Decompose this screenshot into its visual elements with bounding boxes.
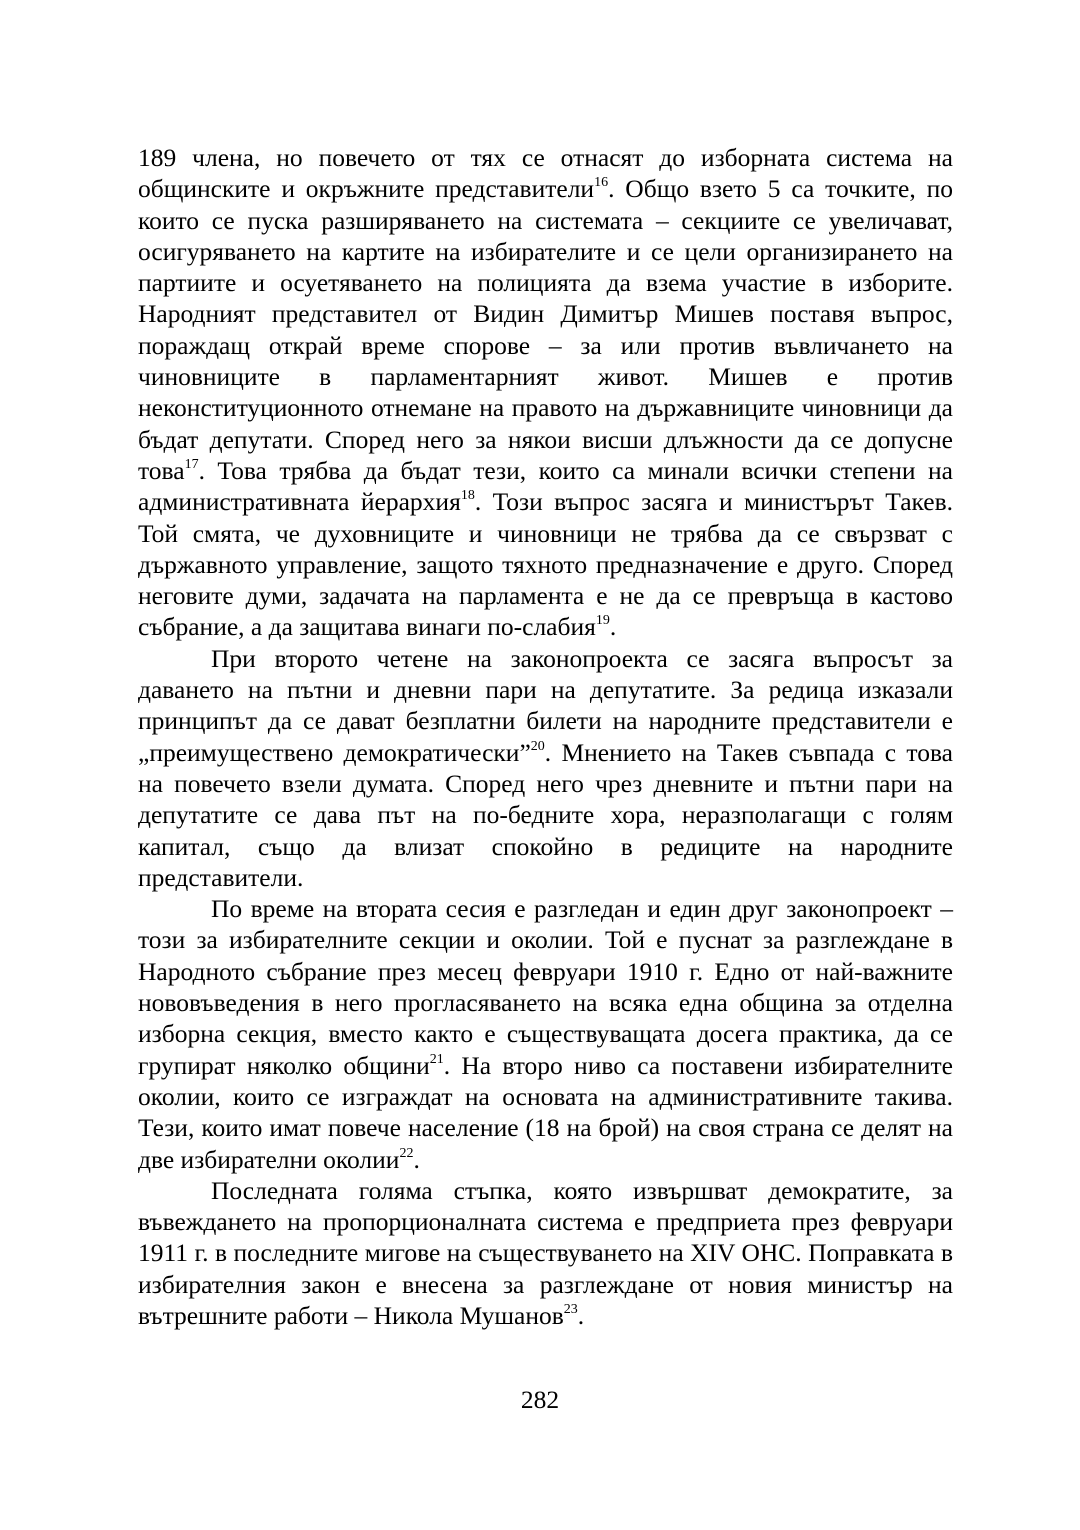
text-run: . xyxy=(577,1300,585,1330)
paragraph-2 xyxy=(138,643,953,893)
footnote-ref-23: 23 xyxy=(563,1301,578,1317)
footnote-ref-17: 17 xyxy=(184,456,199,472)
body-text xyxy=(138,142,953,1331)
text-run: . xyxy=(413,1144,420,1174)
page-number: 282 xyxy=(520,1385,560,1414)
footnote-ref-21: 21 xyxy=(429,1051,444,1067)
footnote-ref-18: 18 xyxy=(460,488,475,504)
text-run: . На второ ниво са поставени избирателните околии, които се изграждат на основата на административните такива. Тези, които имат повече население (18 на брой) на своя страна се делят на две избирателни околии xyxy=(138,1050,953,1174)
text-run: . Общо взето 5 са точките, по които се пуска разширяването на системата – секциите се увеличават, осигуряването на картите на избирателите и се цели организирането на партиите и осуетяването на полицията да взема участие в изборите. Народният представител от Видин Димитър Мишев поставя въпрос, пораждащ открай време спорове – за или против въвличането на чиновниците в парламентарният живот. Мишев е против неконституционното отнемане на правото на държавниците чиновници да бъдат депутати. Според него за някои висши длъжности да се допусне това xyxy=(138,174,953,485)
text-run: . Този въпрос засяга и министърът Такев. Той смята, че духовниците и чиновници не трябва да се свързват с държавното управление, защото тяхното предназначение е друго. Според неговите думи, задачата на парламента е не да се превръща в кастово събрание, а да защитава винаги по-слабия xyxy=(138,487,954,642)
footnote-ref-16: 16 xyxy=(594,175,609,191)
text-run: . Това трябва да бъдат тези, които са минали всички степени на административната йерархия xyxy=(138,455,953,517)
text-run: 189 члена, но повечето от тях се отнасят до изборната система на общинските и окръжните представители xyxy=(138,143,953,204)
footnote-ref-22: 22 xyxy=(399,1145,414,1161)
paragraph-1 xyxy=(138,142,953,643)
text-run: Последната голяма стъпка, която извършват демократите, за въвеждането на пропорционалната система е предприета през февруари 1911 г. в последните мигове на съществуването на XIV ОНС. Поправката в избирателния закон е внесена за разглеждане от новия министър на вътрешните работи – Никола Мушанов xyxy=(138,1175,953,1330)
footnote-ref-19: 19 xyxy=(595,613,610,629)
paragraph-4 xyxy=(138,1175,953,1331)
text-run: По време на втората сесия е разгледан и един друг законопроект – този за избирателните секции и околии. Той е пуснат за разглеждане в Народното събрание през месец февруари 1910 г. Едно от най-важните нововъведения в него прогласяването на всяка една община за отделна изборна секция, вместо както е съществуващата досега практика, да се групират няколко общини xyxy=(138,894,953,1080)
text-run: . xyxy=(609,612,617,642)
text-run: При второто четене на законопроекта се засяга въпросът за даването на пътни и дневни пари на депутатите. За редица изказали принципът да се дават безплатни билети на народните представители е „преимуществено демократически” xyxy=(138,643,953,767)
text-run: . Мнението на Такев съвпада с това на повечето взели думата. Според него чрез дневните и пътни пари на депутатите се дава път на по-бедните хора, неразполагащи с голям капитал, също да влизат спокойно в редиците на народните представители. xyxy=(138,737,953,892)
footnote-ref-20: 20 xyxy=(530,738,545,754)
paragraph-3 xyxy=(138,893,953,1175)
